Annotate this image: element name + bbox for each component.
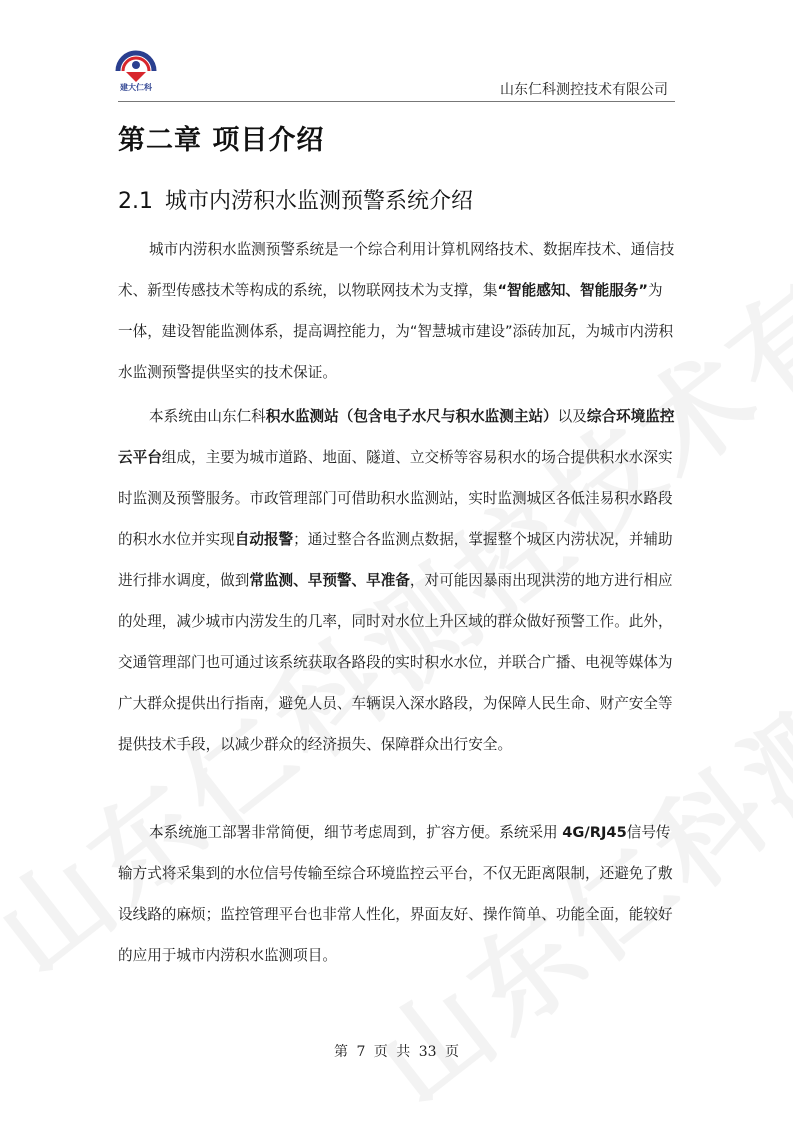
text-run: ；通过整合各监测点数据，掌握整个城区内涝状况，并辅助进行排水调度，做到 — [118, 531, 673, 589]
bold-text-run: 常监测、早预警、早准备 — [249, 572, 410, 589]
paragraph-2 — [118, 396, 675, 765]
text-run: 为一体，建设智能监测体系，提高调控能力，为“智慧城市建设”添砖加瓦，为城市内涝积水监测预警提供坚实的技术保证。 — [118, 282, 674, 381]
page-footer: 第 7 页 共 33 页 — [334, 1044, 459, 1060]
text-run: 信号传输方式将采集到的水位信号传输至综合环境监控云平台，不仅无距离限制，还避免了敷设线路的麻烦；监控管理平台也非常人性化，界面友好、操作简单、功能全面，能较好的应用于城市内涝积水监测项目。 — [118, 824, 673, 964]
paragraph-1 — [118, 229, 675, 393]
header-divider — [118, 101, 675, 102]
section-title: 城市内涝积水监测预警系统介绍 — [165, 189, 474, 214]
paragraph-3-text — [118, 812, 675, 976]
paragraph-1-text — [118, 229, 675, 393]
section-number: 2.1 — [118, 189, 153, 214]
text-run: 以及 — [557, 408, 587, 425]
chapter-title: 第二章 项目介绍 — [118, 125, 325, 156]
text-run: 组成，主要为城市道路、地面、隧道、立交桥等容易积水的场合提供积水水深实时监测及预警服务。市政管理部门可借助积水监测站，实时监测城区各低洼易积水路段的积水水位并实现 — [118, 449, 673, 548]
bold-text-run: 综合环境监控云平台 — [118, 408, 675, 466]
section-heading — [118, 184, 473, 215]
bold-text-run: “智能感知、智能服务” — [497, 282, 648, 299]
text-run: ，对可能因暴雨出现洪涝的地方进行相应的处理，减少城市内涝发生的几率，同时对水位上升区域的群众做好预警工作。此外，交通管理部门也可通过该系统获取各路段的实时积水水位，并联合广播、电视等媒体为广大群众提供出行指南，避免人员、车辆误入深水路段，为保障人民生命、财产安全等提供技术手段，以减少群众的经济损失、保障群众出行安全。 — [118, 572, 673, 753]
text-run: 城市内涝积水监测预警系统是一个综合利用计算机网络技术、数据库技术、通信技术、新型传感技术等构成的系统，以物联网技术为支撑，集 — [118, 241, 675, 299]
bold-text-run: 自动报警 — [234, 531, 294, 548]
logo-caption: 建大仁科 — [120, 83, 152, 92]
paragraph-2-text — [118, 396, 675, 765]
text-run: 本系统施工部署非常简便，细节考虑周到，扩容方便。系统采用 — [149, 824, 563, 841]
paragraph-3 — [118, 812, 675, 976]
text-run: 本系统由山东仁科 — [149, 408, 266, 425]
bold-text-run: 积水监测站（包含电子水尺与积水监测主站） — [265, 408, 558, 425]
bold-text-run: 4G/RJ45 — [562, 824, 627, 841]
header-company-name: 山东仁科测控技术有限公司 — [500, 82, 668, 98]
